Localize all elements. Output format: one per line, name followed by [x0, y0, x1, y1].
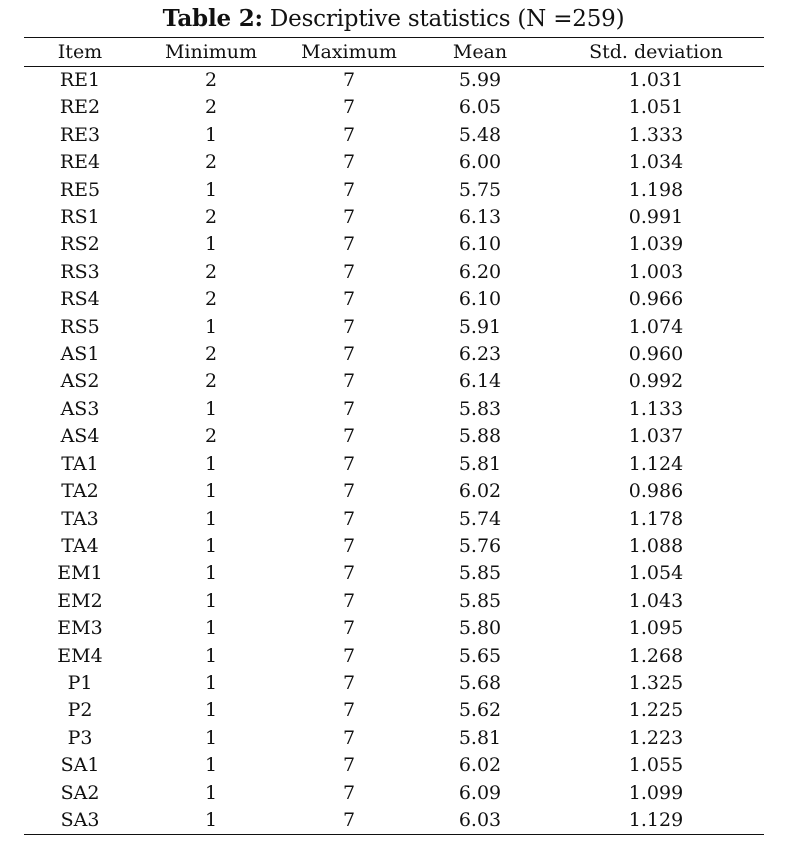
cell-item: TA4	[61, 534, 99, 557]
cell-mean: 6.05	[458, 96, 502, 119]
cell-item: TA2	[61, 480, 99, 503]
cell-item: TA1	[61, 452, 99, 475]
cell-item: SA2	[60, 781, 100, 804]
table-row	[24, 506, 764, 533]
cell-std-deviation: 1.124	[628, 452, 684, 475]
cell-item: RE2	[59, 96, 101, 119]
cell-std-deviation: 1.198	[628, 178, 684, 201]
cell-mean: 6.10	[458, 288, 502, 311]
cell-std-deviation: 1.037	[628, 425, 684, 448]
cell-maximum: 7	[342, 589, 356, 612]
cell-maximum: 7	[342, 671, 356, 694]
cell-item: RE4	[59, 151, 101, 174]
cell-maximum: 7	[342, 425, 356, 448]
cell-minimum: 1	[204, 562, 218, 585]
cell-mean: 5.68	[458, 671, 502, 694]
table-row	[24, 807, 764, 835]
cell-minimum: 2	[204, 151, 218, 174]
table-row	[24, 314, 764, 341]
cell-mean: 6.00	[458, 151, 502, 174]
cell-mean: 5.75	[458, 178, 502, 201]
cell-std-deviation: 1.074	[628, 315, 684, 338]
column-header-mean: Mean	[452, 41, 508, 63]
cell-mean: 5.81	[458, 726, 502, 749]
table-caption	[0, 4, 787, 34]
cell-maximum: 7	[342, 699, 356, 722]
cell-item: TA3	[61, 507, 99, 530]
table-caption-text: Descriptive statistics (N =259)	[262, 6, 625, 32]
cell-minimum: 1	[204, 781, 218, 804]
cell-item: RE1	[59, 69, 101, 91]
cell-mean: 5.48	[458, 123, 502, 146]
cell-minimum: 2	[204, 206, 218, 229]
cell-maximum: 7	[342, 507, 356, 530]
cell-maximum: 7	[342, 151, 356, 174]
cell-maximum: 7	[342, 69, 356, 91]
cell-item: RE5	[59, 178, 101, 201]
cell-maximum: 7	[342, 617, 356, 640]
cell-maximum: 7	[342, 233, 356, 256]
cell-minimum: 1	[204, 671, 218, 694]
cell-item: EM4	[57, 644, 103, 667]
cell-item: AS3	[60, 397, 100, 420]
table-row	[24, 615, 764, 642]
cell-mean: 6.23	[458, 343, 502, 366]
table-row	[24, 94, 764, 121]
cell-std-deviation: 1.223	[628, 726, 684, 749]
table-row	[24, 451, 764, 478]
cell-item: RE3	[59, 123, 101, 146]
cell-maximum: 7	[342, 288, 356, 311]
column-header-std-deviation: Std. deviation	[589, 41, 723, 63]
table-row	[24, 697, 764, 724]
cell-maximum: 7	[342, 781, 356, 804]
cell-item: RS5	[60, 315, 100, 338]
cell-mean: 5.88	[458, 425, 502, 448]
cell-std-deviation: 1.054	[628, 562, 684, 585]
cell-item: EM1	[57, 562, 103, 585]
cell-std-deviation: 1.095	[628, 617, 684, 640]
descriptive-statistics-table	[24, 37, 764, 835]
cell-maximum: 7	[342, 808, 356, 831]
cell-std-deviation: 0.991	[628, 206, 684, 229]
table-row	[24, 149, 764, 176]
column-header-item: Item	[57, 41, 103, 63]
cell-std-deviation: 0.966	[628, 288, 684, 311]
cell-maximum: 7	[342, 370, 356, 393]
cell-minimum: 2	[204, 260, 218, 283]
cell-minimum: 2	[204, 343, 218, 366]
table-row	[24, 231, 764, 258]
cell-mean: 6.14	[458, 370, 502, 393]
cell-maximum: 7	[342, 534, 356, 557]
cell-minimum: 1	[204, 480, 218, 503]
cell-mean: 5.80	[458, 617, 502, 640]
table-row	[24, 341, 764, 368]
cell-std-deviation: 1.099	[628, 781, 684, 804]
cell-mean: 5.99	[458, 69, 502, 91]
cell-maximum: 7	[342, 96, 356, 119]
header-row	[24, 38, 764, 67]
cell-maximum: 7	[342, 452, 356, 475]
cell-minimum: 1	[204, 315, 218, 338]
cell-minimum: 2	[204, 96, 218, 119]
cell-minimum: 2	[204, 288, 218, 311]
cell-minimum: 1	[204, 726, 218, 749]
cell-mean: 6.09	[458, 781, 502, 804]
table-row	[24, 533, 764, 560]
table-row	[24, 396, 764, 423]
cell-item: EM3	[57, 617, 103, 640]
cell-mean: 6.20	[458, 260, 502, 283]
cell-maximum: 7	[342, 562, 356, 585]
cell-std-deviation: 0.986	[628, 480, 684, 503]
table-row	[24, 725, 764, 752]
table-row	[24, 670, 764, 697]
cell-item: RS1	[60, 206, 100, 229]
cell-maximum: 7	[342, 206, 356, 229]
cell-maximum: 7	[342, 343, 356, 366]
cell-std-deviation: 1.268	[628, 644, 684, 667]
cell-minimum: 2	[204, 425, 218, 448]
cell-minimum: 1	[204, 507, 218, 530]
cell-std-deviation: 1.225	[628, 699, 684, 722]
cell-item: RS4	[60, 288, 100, 311]
cell-mean: 6.10	[458, 233, 502, 256]
cell-minimum: 2	[204, 69, 218, 91]
table-row	[24, 177, 764, 204]
table-caption-label: Table 2:	[162, 5, 263, 32]
cell-maximum: 7	[342, 754, 356, 777]
cell-mean: 5.62	[458, 699, 502, 722]
table-row	[24, 780, 764, 807]
cell-minimum: 1	[204, 754, 218, 777]
cell-item: SA3	[60, 808, 100, 831]
cell-mean: 5.81	[458, 452, 502, 475]
table-row	[24, 286, 764, 313]
cell-maximum: 7	[342, 260, 356, 283]
cell-item: P1	[67, 671, 93, 694]
table-row	[24, 423, 764, 450]
cell-minimum: 1	[204, 233, 218, 256]
cell-std-deviation: 1.333	[628, 123, 684, 146]
cell-std-deviation: 1.039	[628, 233, 684, 256]
cell-item: AS4	[60, 425, 100, 448]
cell-mean: 6.02	[458, 754, 502, 777]
cell-maximum: 7	[342, 315, 356, 338]
cell-maximum: 7	[342, 397, 356, 420]
table-row	[24, 122, 764, 149]
cell-std-deviation: 1.051	[628, 96, 684, 119]
table-row	[24, 643, 764, 670]
column-header-maximum: Maximum	[301, 41, 397, 63]
column-header-minimum: Minimum	[164, 41, 258, 63]
cell-minimum: 1	[204, 644, 218, 667]
cell-mean: 5.65	[458, 644, 502, 667]
cell-std-deviation: 1.088	[628, 534, 684, 557]
cell-item: SA1	[60, 754, 100, 777]
cell-maximum: 7	[342, 644, 356, 667]
cell-minimum: 1	[204, 534, 218, 557]
cell-item: P3	[67, 726, 93, 749]
cell-std-deviation: 1.129	[628, 808, 684, 831]
table-row	[24, 478, 764, 505]
cell-mean: 5.76	[458, 534, 502, 557]
cell-mean: 5.85	[458, 562, 502, 585]
cell-minimum: 1	[204, 452, 218, 475]
cell-mean: 6.13	[458, 206, 502, 229]
cell-mean: 5.85	[458, 589, 502, 612]
cell-std-deviation: 1.031	[628, 69, 684, 91]
cell-minimum: 1	[204, 808, 218, 831]
table-row	[24, 752, 764, 779]
cell-mean: 5.91	[458, 315, 502, 338]
table-row	[24, 67, 764, 95]
cell-minimum: 1	[204, 589, 218, 612]
cell-minimum: 1	[204, 397, 218, 420]
cell-maximum: 7	[342, 123, 356, 146]
cell-mean: 5.83	[458, 397, 502, 420]
cell-std-deviation: 1.178	[628, 507, 684, 530]
cell-std-deviation: 1.034	[628, 151, 684, 174]
table-row	[24, 204, 764, 231]
cell-maximum: 7	[342, 480, 356, 503]
table-header	[24, 38, 764, 67]
cell-std-deviation: 0.960	[628, 343, 684, 366]
cell-mean: 6.02	[458, 480, 502, 503]
cell-maximum: 7	[342, 178, 356, 201]
cell-mean: 6.03	[458, 808, 502, 831]
cell-std-deviation: 1.003	[628, 260, 684, 283]
cell-minimum: 2	[204, 370, 218, 393]
cell-std-deviation: 1.043	[628, 589, 684, 612]
table-row	[24, 560, 764, 587]
cell-minimum: 1	[204, 178, 218, 201]
table-body	[24, 67, 764, 835]
cell-maximum: 7	[342, 726, 356, 749]
cell-std-deviation: 1.055	[628, 754, 684, 777]
cell-minimum: 1	[204, 123, 218, 146]
cell-minimum: 1	[204, 617, 218, 640]
cell-item: P2	[67, 699, 93, 722]
cell-minimum: 1	[204, 699, 218, 722]
cell-std-deviation: 0.992	[628, 370, 684, 393]
table-row	[24, 588, 764, 615]
cell-std-deviation: 1.325	[628, 671, 684, 694]
cell-item: EM2	[57, 589, 103, 612]
cell-mean: 5.74	[458, 507, 502, 530]
table-row	[24, 368, 764, 395]
cell-item: AS1	[60, 343, 100, 366]
cell-item: RS2	[60, 233, 100, 256]
cell-item: AS2	[60, 370, 100, 393]
table-row	[24, 259, 764, 286]
cell-std-deviation: 1.133	[628, 397, 684, 420]
cell-item: RS3	[60, 260, 100, 283]
